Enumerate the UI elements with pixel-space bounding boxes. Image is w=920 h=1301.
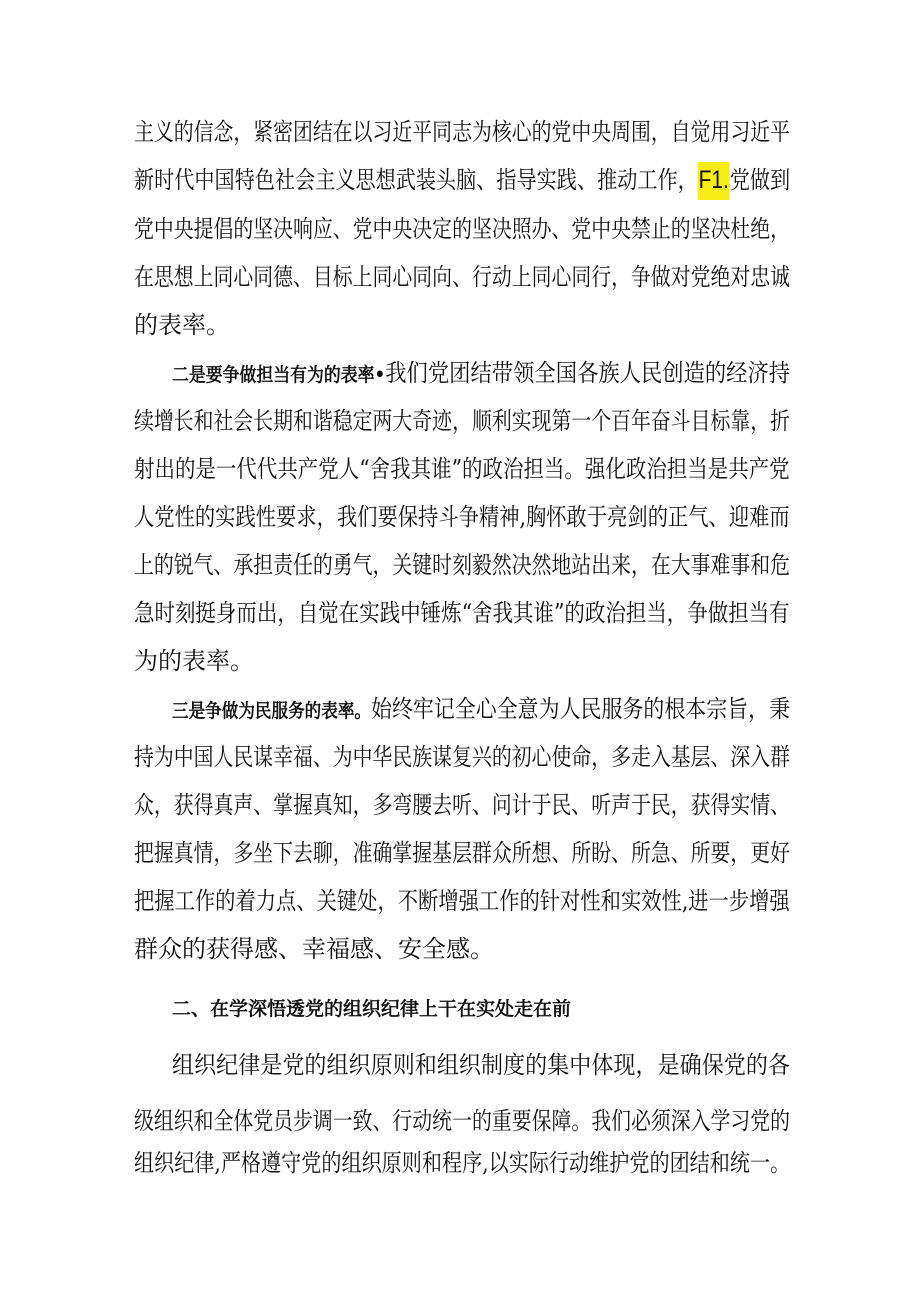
text-run: 党做到 xyxy=(729,166,791,194)
p1-line-5 xyxy=(134,310,230,340)
paragraph-lead: 三是争做为民服务的表率。 xyxy=(172,700,372,722)
p1-line-1 xyxy=(134,117,790,147)
p3-line-5 xyxy=(134,886,790,916)
p4-line-2 xyxy=(134,1106,790,1136)
text-run: 始终牢记全心全意为人民服务的根本宗旨，秉 xyxy=(371,695,791,723)
p4-line-3 xyxy=(134,1148,790,1178)
p1-line-2 xyxy=(134,165,790,195)
text-run: 我们党团结带领全国各族人民创造的经济持 xyxy=(385,359,791,387)
text-run: 续增长和社会长期和谐稳定两大奇迹，顺利实现第一个百年奋斗目标靠，折 xyxy=(134,407,791,435)
paragraph-lead: 二是要争做担当有为的表率• xyxy=(172,364,386,386)
p3-line-4 xyxy=(134,838,790,868)
text-run: 为的表率。 xyxy=(134,647,254,675)
p2-line-6 xyxy=(134,598,790,628)
p2-line-4 xyxy=(134,502,790,532)
p3-line-3 xyxy=(134,790,790,820)
p1-line-4 xyxy=(134,262,790,292)
p2-line-3 xyxy=(134,454,790,484)
p4-line-1 xyxy=(172,1050,790,1080)
section-heading xyxy=(172,992,571,1024)
section-heading-text: 二、在学深悟透党的组织纪律上干在实处走在前 xyxy=(172,998,572,1020)
text-run: 众，获得真声、掌握真知，多弯腰去听、问计于民、听声于民，获得实情、 xyxy=(134,791,791,819)
text-run: 上的锐气、承担责任的勇气，关键时刻毅然决然地站出来，在大事难事和危 xyxy=(134,551,791,579)
text-run: 人党性的实践性要求，我们要保持斗争精神,胸怀敢于亮剑的正气、迎难而 xyxy=(134,503,790,531)
text-run: 的表率。 xyxy=(134,311,230,339)
text-run: 级组织和全体党员步调一致、行动统一的重要保障。我们必须深入学习党的 xyxy=(134,1107,791,1135)
text-run: 组织纪律是党的组织原则和组织制度的集中体现，是确保党的各 xyxy=(172,1051,790,1079)
p3-line-6 xyxy=(134,934,494,964)
p2-line-1 xyxy=(172,358,790,390)
text-run: 在思想上同心同德、目标上同心同向、行动上同心同行，争做对党绝对忠诚 xyxy=(134,263,791,291)
p3-line-1 xyxy=(172,694,790,726)
text-run: 把握真情，多坐下去聊，准确掌握基层群众所想、所盼、所急、所要，更好 xyxy=(134,839,791,867)
text-run: 群众的获得感、幸福感、安全感。 xyxy=(134,935,494,963)
text-run: 新时代中国特色社会主义思想武装头脑、指导实践、推动工作， xyxy=(134,166,698,194)
text-run: 主义的信念，紧密团结在以习近平同志为核心的党中央周围，自觉用习近平 xyxy=(134,118,791,146)
p1-line-3 xyxy=(134,214,790,244)
p2-line-7 xyxy=(134,646,254,676)
text-run: 急时刻挺身而出，自觉在实践中锤炼“舍我其谁”的政治担当，争做担当有 xyxy=(134,599,790,627)
text-run: 把握工作的着力点、关键处，不断增强工作的针对性和实效性,进一步增强 xyxy=(134,887,790,915)
highlighted-marker: F1. xyxy=(698,162,730,200)
text-run: 组织纪律,严格遵守党的组织原则和程序,以实际行动维护党的团结和统一。 xyxy=(134,1149,791,1177)
p2-line-5 xyxy=(134,550,790,580)
p2-line-2 xyxy=(134,406,790,436)
text-run: 射出的是一代代共产党人“舍我其谁”的政治担当。强化政治担当是共产党 xyxy=(134,455,790,483)
text-run: 持为中国人民谋幸福、为中华民族谋复兴的初心使命，多走入基层、深入群 xyxy=(134,743,791,771)
text-run: 党中央提倡的坚决响应、党中央决定的坚决照办、党中央禁止的坚决杜绝， xyxy=(134,215,791,243)
p3-line-2 xyxy=(134,742,790,772)
